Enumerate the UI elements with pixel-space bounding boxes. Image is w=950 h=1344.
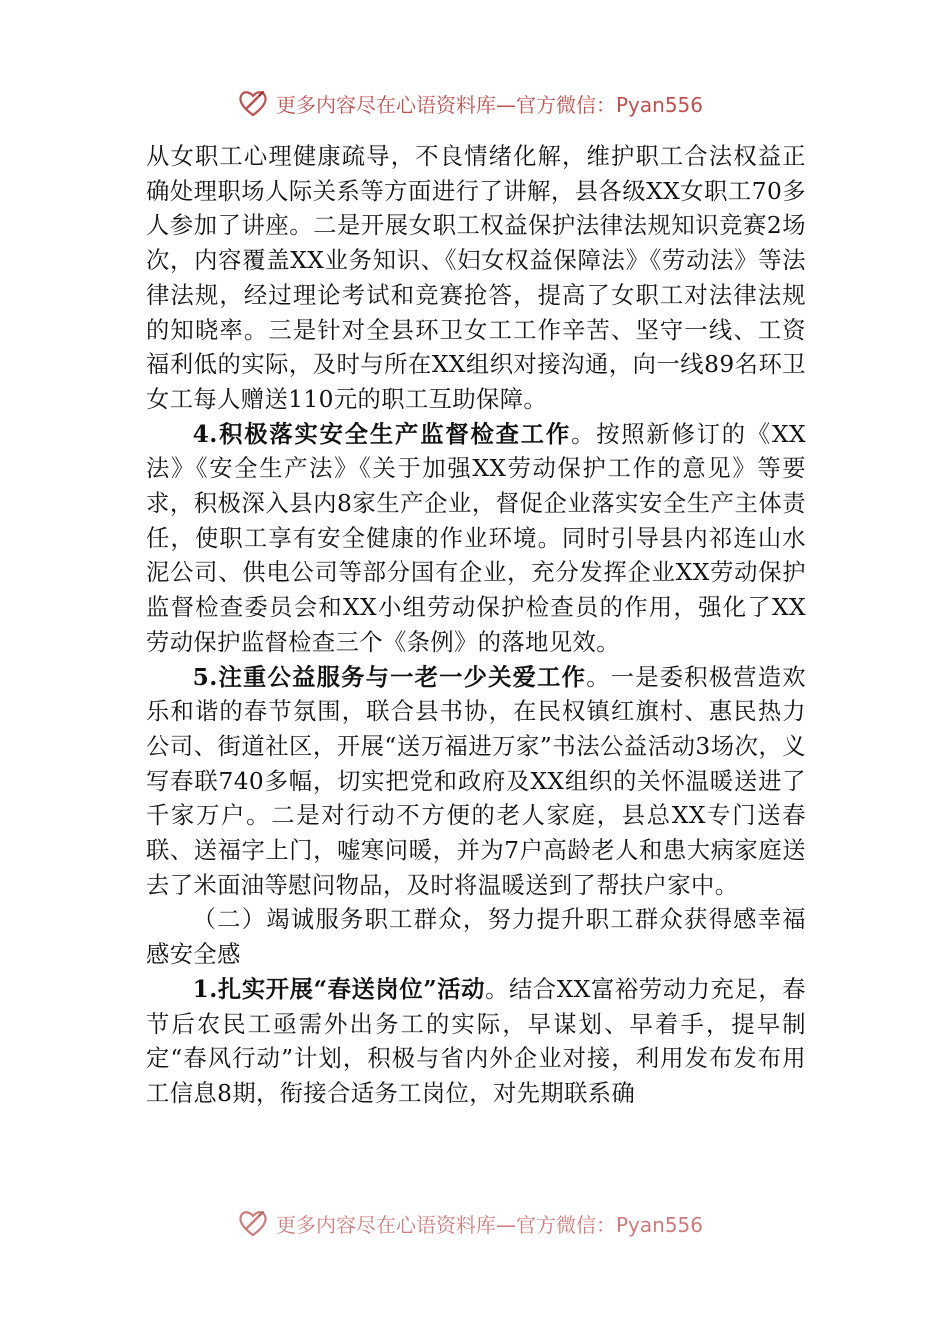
paragraph-spring-jobs (146, 973, 806, 1112)
footer-watermark (236, 1206, 703, 1240)
watermark-text: 更多内容尽在心语资料库—官方微信：Pyan556 (276, 92, 704, 117)
subheading-text: （二）竭诚服务职工群众，努力提升职工群众获得感幸福感安全感 (146, 906, 806, 969)
heart-pen-logo-icon (236, 1206, 270, 1240)
paragraph-heading: 5.注重公益服务与一老一少关爱工作 (192, 663, 587, 691)
watermark-text: 更多内容尽在心语资料库—官方微信：Pyan556 (276, 1212, 704, 1237)
paragraph-public-service (146, 661, 806, 904)
paragraph-text: 。按照新修订的《XX法》《安全生产法》《关于加强XX劳动保护工作的意见》等要求，积极深入县内8家生产企业，督促企业落实安全生产主体责任，使职工享有安全健康的作业环境。同时引导县内祁连山水泥公司、供电公司等部分国有企业，充分发挥企业XX劳动保护监督检查委员会和XX小组劳动保护检查员的作用，强化了XX劳动保护监督检查三个《条例》的落地见效。 (146, 420, 806, 656)
paragraph-heading: 4.积极落实安全生产监督检查工作 (192, 420, 571, 448)
document-body (146, 140, 806, 1112)
paragraph-continuation (146, 140, 806, 418)
paragraph-heading: 1.扎实开展“春送岗位”活动 (192, 975, 486, 1003)
paragraph-safety-inspection (146, 418, 806, 661)
heart-pen-logo-icon (236, 86, 270, 120)
paragraph-text: 从女职工心理健康疏导，不良情绪化解，维护职工合法权益正确处理职场人际关系等方面进行了讲解，县各级XX女职工70多人参加了讲座。二是开展女职工权益保护法律法规知识竞赛2场次，内容覆盖XX业务知识、《妇女权益保障法》《劳动法》等法律法规，经过理论考试和竞赛抢答，提高了女职工对法律法规的知晓率。三是针对全县环卫女工工作辛苦、坚守一线、工资福利低的实际，及时与所在XX组织对接沟通，向一线89名环卫女工每人赠送110元的职工互助保障。 (146, 143, 806, 413)
header-watermark (236, 86, 703, 120)
paragraph-text: 。一是委积极营造欢乐和谐的春节氛围，联合县书协，在民权镇红旗村、惠民热力公司、街道社区，开展“送万福进万家”书法公益活动3场次，义写春联740多幅，切实把党和政府及XX组织的关怀温暖送进了千家万户。二是对行动不方便的老人家庭，县总XX专门送春联、送福字上门，嘘寒问暖，并为7户高龄老人和患大病家庭送去了米面油等慰问物品，及时将温暖送到了帮扶户家中。 (146, 663, 806, 899)
paragraph-text: 。结合XX富裕劳动力充足，春节后农民工亟需外出务工的实际，早谋划、早着手，提早制定“春风行动”计划，积极与省内外企业对接，利用发布发布用工信息8期，衔接合适务工岗位，对先期联系确 (146, 975, 806, 1107)
section-subheading (146, 903, 806, 972)
